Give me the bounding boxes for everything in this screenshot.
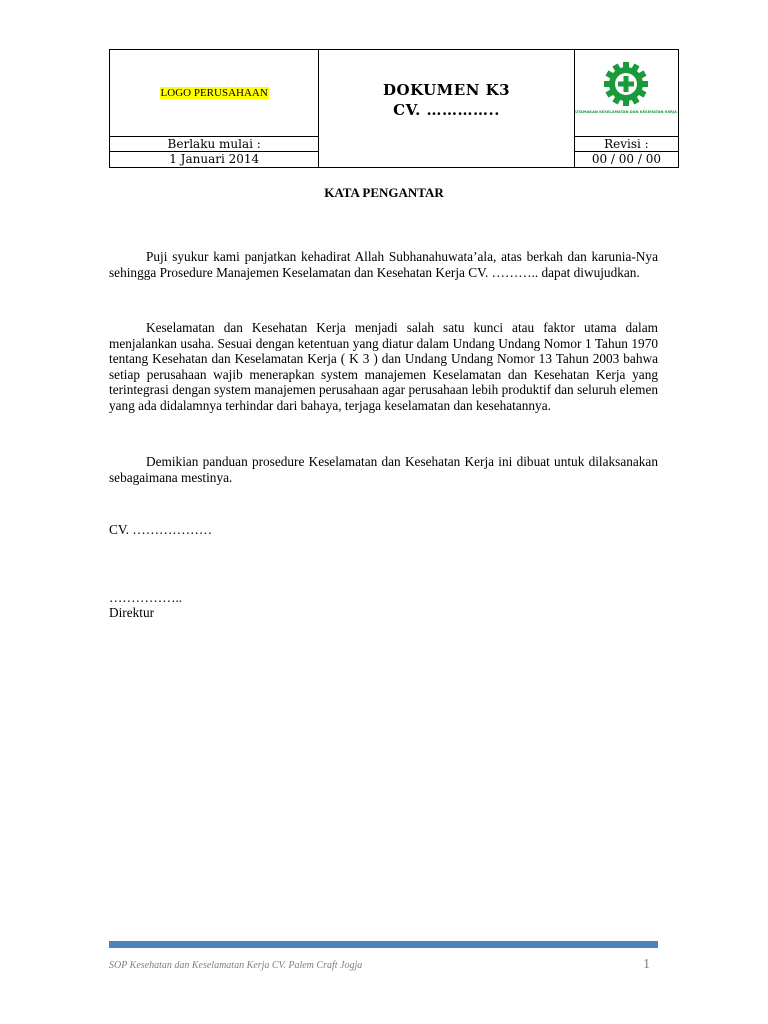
k3-logo-cell	[574, 50, 678, 137]
revision-label: Revisi :	[574, 136, 678, 152]
k3-gear-cross-icon	[575, 60, 678, 120]
signature-role: Direktur	[109, 605, 155, 620]
effective-date-label: Berlaku mulai :	[110, 136, 319, 152]
paragraph-3: Demikian panduan prosedure Keselamatan dan Kesehatan Kerja ini dibuat untuk dilaksanakan sebagaimana mestinya.	[109, 454, 658, 485]
company-name: CV. …………..	[393, 101, 500, 119]
footer-text: SOP Kesehatan dan Keselamatan Kerja CV. Palem Craft Jogja	[109, 960, 363, 971]
document-title: DOKUMEN K3	[383, 81, 511, 99]
section-title: KATA PENGANTAR	[324, 185, 444, 200]
paragraph-1: Puji syukur kami panjatkan kehadirat Allah Subhanahuwata’ala, atas berkah dan karunia-Nya sehingga Prosedure Manajemen Keselamatan dan Kesehatan Kerja CV. ……….. dapat diwujudkan.	[109, 249, 658, 280]
signature-company: CV. ………………	[109, 522, 213, 537]
effective-date-value: 1 Januari 2014	[110, 152, 319, 168]
svg-text:UTAMAKAN KESELAMATAN DAN KESEH: UTAMAKAN KESELAMATAN DAN KESEHATAN KERJA	[575, 110, 678, 115]
company-logo-placeholder: LOGO PERUSAHAAN	[160, 86, 268, 99]
footer-divider	[109, 941, 658, 948]
paragraph-2: Keselamatan dan Kesehatan Kerja menjadi salah satu kunci atau faktor utama dalam menjalankan usaha. Sesuai dengan ketentuan yang diatur dalam Undang Undang Nomor 1 Tahun 1970 tentang Kesehatan dan Keselamatan Kerja ( K 3 ) dan Undang Undang Nomor 13 Tahun 2003 bahwa setiap perusahaan wajib menerapkan system manajemen Keselamatan dan Kesehatan Kerja yang terintegrasi dengan system manajemen perusahaan agar perusahaan lebih produktif dan seluruh elemen yang ada didalamnya terhindar dari bahaya, terjaga keselamatan dan kesehatannya.	[109, 320, 658, 413]
page-number: 1	[643, 957, 650, 972]
signature-name: ……………..	[109, 590, 183, 605]
company-logo-cell	[110, 50, 319, 137]
revision-value: 00 / 00 / 00	[574, 152, 678, 168]
document-header-table	[109, 49, 679, 168]
document-title-cell	[319, 50, 574, 168]
